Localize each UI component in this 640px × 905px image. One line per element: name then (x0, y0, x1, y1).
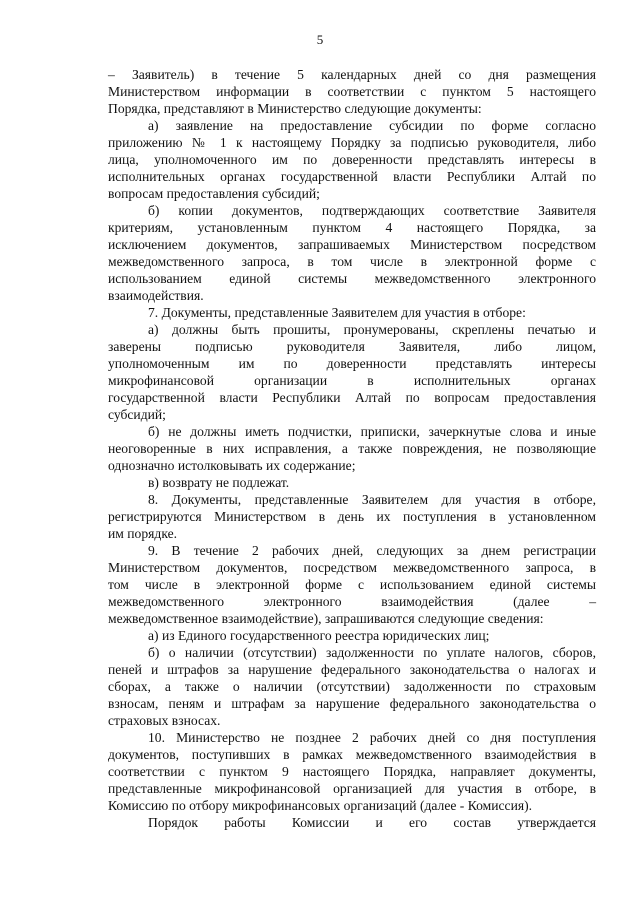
text-line: взаимодействия. (108, 288, 204, 303)
text-line: пеней и штрафов за нарушение федерального законодательства о налогах и (108, 662, 596, 677)
text-line: Порядка, представляют в Министерство следующие документы: (108, 101, 482, 116)
text-line: уполномоченным им по доверенности представлять интересы (108, 356, 596, 371)
text-line: Министерством информации в соответствии с пунктом 5 настоящего (108, 84, 596, 99)
text-line: страховых взносах. (108, 713, 221, 728)
text-line: а) заявление на предоставление субсидии по форме согласно (148, 118, 596, 133)
text-line: – Заявитель) в течение 5 календарных дней со дня размещения (108, 67, 596, 82)
text-line: б) копии документов, подтверждающих соответствие Заявителя (148, 203, 596, 218)
text-line: сборах, а также о наличии (отсутствии) задолженности по страховым (108, 679, 596, 694)
text-line: 10. Министерство не позднее 2 рабочих дней со дня поступления (148, 730, 596, 745)
document-body (108, 66, 596, 831)
text-line: 7. Документы, представленные Заявителем для участия в отборе: (148, 305, 526, 320)
text-line: соответствии с пунктом 9 настоящего Порядка, направляет документы, (108, 764, 596, 779)
text-line: субсидий; (108, 407, 166, 422)
text-line: заверены подписью руководителя Заявителя, либо лицом, (108, 339, 596, 354)
text-line: взносам, пеням и штрафам за нарушение федерального законодательства о (108, 696, 596, 711)
text-line: а) должны быть прошиты, пронумерованы, скреплены печатью и (148, 322, 596, 337)
text-line: им порядке. (108, 526, 178, 541)
text-line: микрофинансовой организации в исполнительных органах (108, 373, 596, 388)
text-line: критериям, установленным пунктом 4 настоящего Порядка, за (108, 220, 596, 235)
text-line: представленные микрофинансовой организацией для участия в отборе, в (108, 781, 596, 796)
text-line: документов, поступивших в рамках межведомственного взаимодействия в (108, 747, 596, 762)
text-line: межведомственного электронного взаимодействия (далее – (108, 594, 596, 609)
text-line: исполнительных органах государственной власти Республики Алтай по (108, 169, 596, 184)
text-line: регистрируются Министерством в день их поступления в установленном (108, 509, 596, 524)
text-line: в) возврату не подлежат. (148, 475, 290, 490)
text-line: использованием единой системы межведомственного электронного (108, 271, 596, 286)
text-line: а) из Единого государственного реестра юридических лиц; (148, 628, 490, 643)
text-line: неоговоренные в них исправления, а также повреждения, не позволяющие (108, 441, 596, 456)
text-line: 9. В течение 2 рабочих дней, следующих за днем регистрации (148, 543, 596, 558)
text-line: 8. Документы, представленные Заявителем для участия в отборе, (148, 492, 596, 507)
text-line: Порядок работы Комиссии и его состав утверждается (148, 815, 596, 830)
text-line: б) не должны иметь подчистки, приписки, зачеркнутые слова и иные (148, 424, 596, 439)
text-line: однозначно истолковывать их содержание; (108, 458, 356, 473)
text-line: Комиссию по отбору микрофинансовых организаций (далее - Комиссия). (108, 798, 533, 813)
text-line: Министерством документов, посредством межведомственного запроса, в (108, 560, 596, 575)
page-number: 5 (316, 32, 324, 47)
text-line: межведомственное взаимодействие), запрашиваются следующие сведения: (108, 611, 544, 626)
text-line: государственной власти Республики Алтай по вопросам предоставления (108, 390, 596, 405)
text-line: том числе в электронной форме с использованием единой системы (108, 577, 596, 592)
text-line: исключением документов, запрашиваемых Министерством посредством (108, 237, 596, 252)
text-line: вопросам предоставления субсидий; (108, 186, 320, 201)
text-line: лица, уполномоченного им по доверенности представлять интересы в (108, 152, 596, 167)
text-line: межведомственного запроса, в том числе в электронной форме с (108, 254, 596, 269)
text-line: приложению № 1 к настоящему Порядку за подписью руководителя, либо (108, 135, 596, 150)
text-line: б) о наличии (отсутствии) задолженности по уплате налогов, сборов, (148, 645, 596, 660)
